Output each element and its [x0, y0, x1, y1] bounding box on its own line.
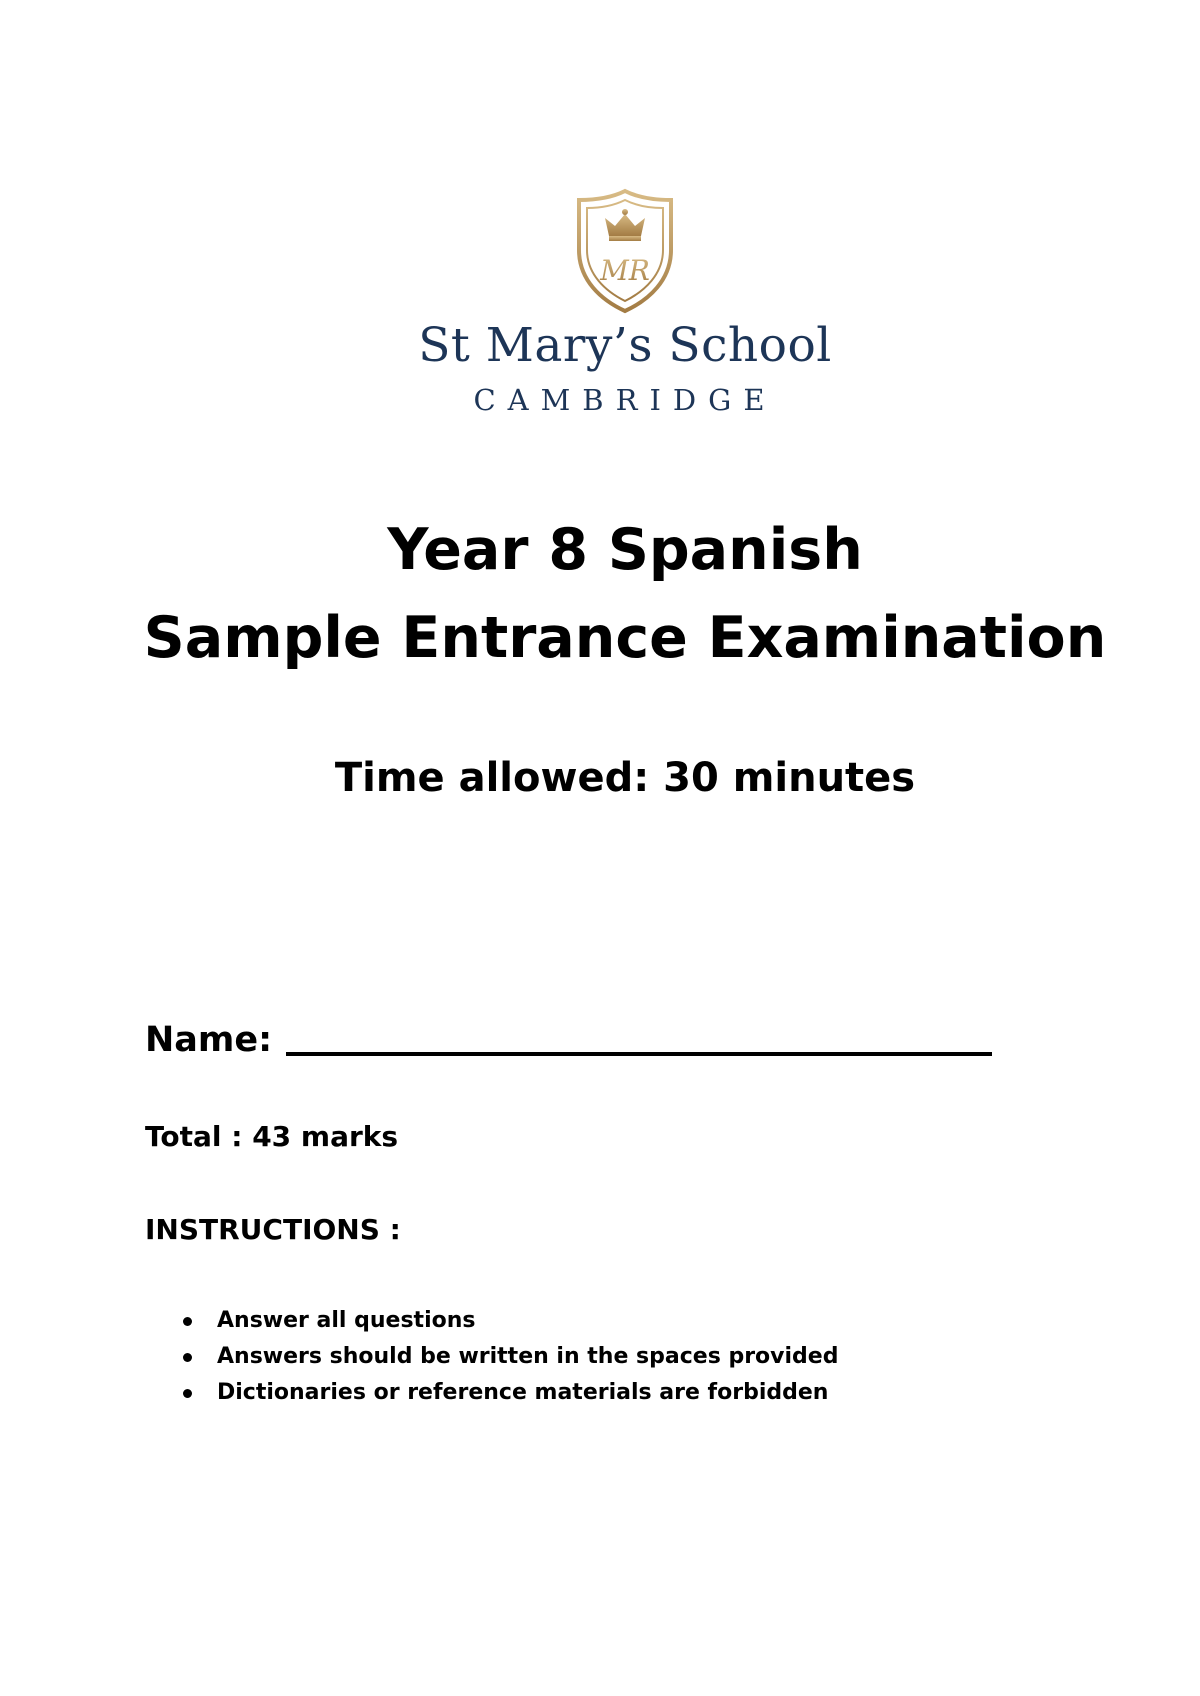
name-blank-line[interactable]	[286, 1022, 992, 1056]
instruction-text: Answer all questions	[217, 1308, 476, 1333]
instruction-text: Answers should be written in the spaces provided	[217, 1344, 839, 1369]
list-item	[183, 1303, 838, 1339]
total-marks: Total : 43 marks	[145, 1120, 399, 1153]
bullet-icon	[183, 1317, 192, 1326]
instructions-list	[183, 1303, 838, 1411]
name-field	[145, 1020, 992, 1060]
bullet-icon	[183, 1389, 192, 1398]
bullet-icon	[183, 1353, 192, 1362]
svg-text:MR: MR	[600, 254, 650, 287]
exam-title: Year 8 Spanish	[387, 517, 863, 583]
time-allowed: Time allowed: 30 minutes	[334, 755, 916, 801]
school-city: CAMBRIDGE	[473, 383, 777, 417]
instructions-heading: INSTRUCTIONS :	[145, 1213, 401, 1246]
list-item	[183, 1339, 838, 1375]
list-item	[183, 1375, 838, 1411]
school-name: St Mary’s School	[418, 318, 832, 373]
school-crest-icon	[575, 188, 675, 314]
name-label: Name:	[145, 1020, 273, 1060]
instruction-text: Dictionaries or reference materials are forbidden	[217, 1380, 829, 1405]
exam-subtitle: Sample Entrance Examination	[143, 605, 1107, 671]
